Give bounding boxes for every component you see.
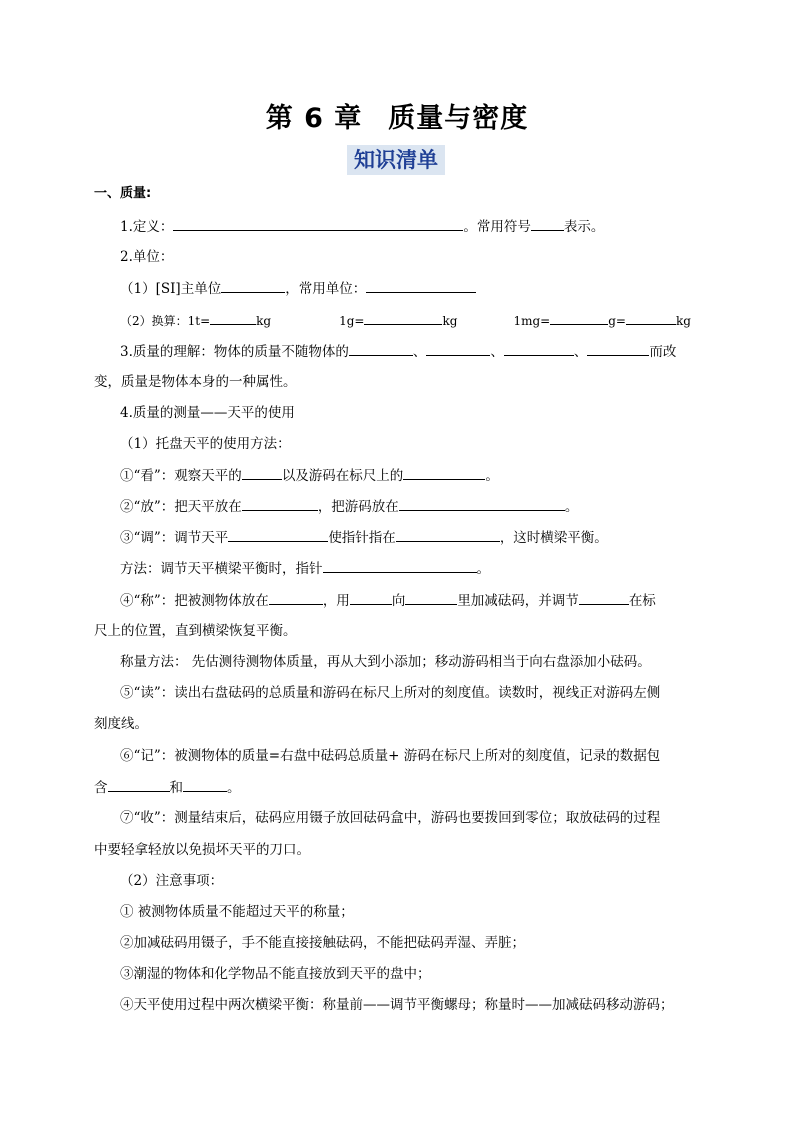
text: 1.定义： [120, 219, 174, 235]
note-3: ③潮湿的物体和化学物品不能直接放到天平的盘中； [120, 966, 431, 982]
text: kg [256, 314, 272, 328]
definition-line [120, 216, 604, 237]
blank-unit[interactable] [183, 777, 227, 792]
blank-range[interactable] [242, 465, 282, 480]
blank-zero-mark[interactable] [399, 496, 565, 511]
text: 。 [564, 499, 579, 515]
text: 、 [412, 344, 427, 360]
text: 以及游码在标尺上的 [281, 468, 404, 484]
step-read-cont: 刻度线。 [94, 716, 148, 732]
text: 方法：调节天平横梁平衡时，指针 [120, 561, 323, 577]
blank-division[interactable] [403, 465, 485, 480]
text: 。 [485, 468, 499, 484]
note-2: ②加减砝码用镊子，手不能直接接触砝码，不能把砝码弄湿、弄脏； [120, 935, 525, 951]
step-place [120, 496, 578, 517]
blank-temperature[interactable] [587, 341, 649, 356]
text: kg [442, 314, 458, 328]
step-weigh [120, 590, 656, 611]
blank-shape[interactable] [349, 341, 413, 356]
text: 使指针指在 [328, 530, 396, 546]
unit-heading: 2.单位： [120, 249, 174, 265]
blank-g-to-kg[interactable] [364, 310, 442, 325]
chapter-name: 质量与密度 [388, 103, 529, 134]
text: 向 [391, 593, 406, 609]
text: 表示。 [563, 219, 605, 235]
text: 里加减砝码，并调节 [457, 593, 579, 609]
note-4: ④天平使用过程中两次横梁平衡：称量前——调节平衡螺母；称量时——加减砝码移动游码； [120, 997, 674, 1013]
text: 。常用符号 [463, 219, 531, 235]
note-1: ① 被测物体质量不能超过天平的称量； [120, 904, 354, 920]
step-collect: ⑦“收”：测量结束后，砝码应用镊子放回砝码盒中，游码也要拨回到零位；取放砝码的过程 [120, 810, 661, 826]
text: （1）[SI]主单位 [120, 281, 222, 297]
text: 、 [490, 344, 504, 360]
step-look [120, 465, 499, 486]
text: ，用 [322, 593, 350, 609]
text: g= [608, 314, 626, 328]
blank-symbol[interactable] [531, 216, 564, 231]
text: 。 [476, 561, 490, 577]
adjust-method [120, 558, 490, 579]
notes-heading: （2）注意事项： [120, 873, 224, 889]
blank-state[interactable] [426, 341, 490, 356]
conversion-line [120, 310, 691, 331]
blank-rider[interactable] [579, 590, 629, 605]
blank-definition[interactable] [173, 216, 463, 231]
step-record-cont [94, 777, 241, 798]
blank-pointer-rule[interactable] [323, 558, 477, 573]
chapter-title [0, 96, 794, 135]
blank-position[interactable] [504, 341, 574, 356]
text: ③“调”：调节天平 [120, 530, 229, 546]
text: ①“看”：观察天平的 [120, 468, 242, 484]
step-record: ⑥“记”：被测物体的质量=右盘中砝码总质量+ 游码在标尺上所对的刻度值，记录的数据包 [120, 748, 661, 764]
text: kg [675, 314, 691, 328]
text: ，把游码放在 [317, 499, 399, 515]
understanding-line-2: 变，质量是物体本身的一种属性。 [94, 374, 297, 390]
step-read: ⑤“读”：读出右盘砝码的总质量和游码在标尺上所对的刻度值。读数时，视线正对游码左侧 [120, 685, 661, 701]
text: ④“称”：把被测物体放在 [120, 593, 269, 609]
text: 1g= [339, 314, 365, 328]
knowledge-list-heading: 知识清单 [347, 145, 445, 175]
blank-tweezers[interactable] [350, 590, 392, 605]
text: 1mg= [513, 314, 551, 328]
blank-mg-to-kg[interactable] [626, 310, 676, 325]
usage-method-heading: （1）托盘天平的使用方法： [120, 436, 291, 452]
si-unit-line [120, 278, 476, 299]
text: 和 [169, 780, 183, 796]
text: 而改 [649, 344, 677, 360]
text: 。 [227, 780, 241, 796]
text: ，这时横梁平衡。 [499, 530, 608, 546]
blank-left-pan[interactable] [269, 590, 323, 605]
blank-value[interactable] [108, 777, 170, 792]
chapter-number: 第 6 章 [265, 103, 363, 134]
text: （2）换算：1t= [120, 314, 211, 328]
text: ，常用单位： [285, 281, 367, 297]
blank-surface[interactable] [242, 496, 318, 511]
blank-common-units[interactable] [366, 278, 476, 293]
section-mass-heading: 一、质量: [94, 186, 152, 201]
blank-mg-to-g[interactable] [550, 310, 608, 325]
blank-t-to-kg[interactable] [210, 310, 256, 325]
measurement-heading: 4.质量的测量——天平的使用 [120, 405, 295, 421]
understanding-line-1 [120, 341, 676, 362]
text: 含 [94, 780, 108, 796]
text: 、 [573, 344, 588, 360]
blank-balance-nut[interactable] [228, 527, 328, 542]
blank-center-line[interactable] [396, 527, 500, 542]
step-collect-cont: 中要轻拿轻放以免损坏天平的刀口。 [94, 842, 310, 858]
text: 3.质量的理解：物体的质量不随物体的 [120, 344, 349, 360]
step-adjust [120, 527, 608, 548]
step-weigh-cont: 尺上的位置，直到横梁恢复平衡。 [94, 623, 297, 639]
text: 在标 [628, 593, 656, 609]
text: ②“放”：把天平放在 [120, 499, 242, 515]
blank-si-unit[interactable] [221, 278, 285, 293]
weighing-method: 称量方法： 先估测待测物体质量，再从大到小添加；移动游码相当于向右盘添加小砝码。 [120, 654, 651, 670]
blank-right-pan[interactable] [405, 590, 457, 605]
